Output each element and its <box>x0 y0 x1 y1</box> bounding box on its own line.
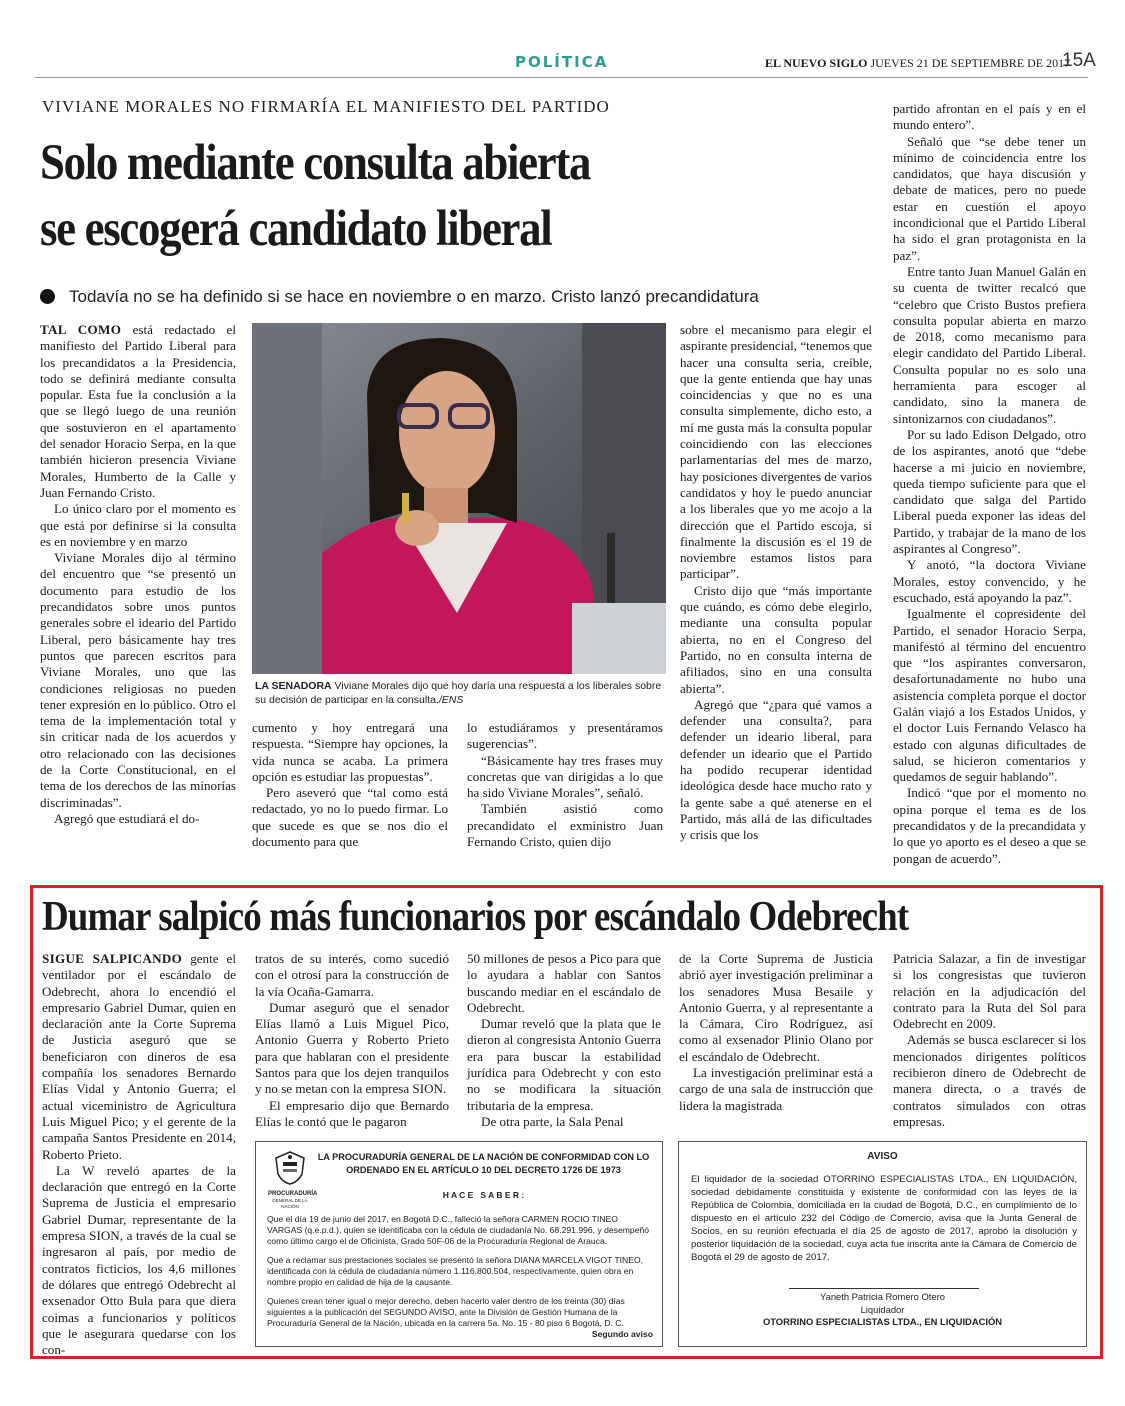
story1-column-4 <box>680 322 872 844</box>
signer-name: Yaneth Patricia Romero Otero <box>820 1291 945 1302</box>
page-number: 15A <box>1062 50 1096 71</box>
story2-lead-in: SIGUE SALPICANDO <box>42 951 183 966</box>
paragraph: “Básicamente hay tres frases muy concretas que van dirigidas a lo que ha sido Viviane Morales”, señaló. <box>467 752 663 801</box>
paragraph: Agregó que estudiará el do- <box>54 810 200 826</box>
logo-text: PROCURADURÍA <box>268 1191 318 1197</box>
paragraph: Igualmente el copresidente del Partido, el senador Horacio Serpa, manifestó al término del encuentro que “los aspirantes conversaron, desafortunadamente no hubo una asistencia completa porque el doctor Galán viajó a los Estados Unidos, y el doctor Luis Fernando Velasco ha estado con algunas dificultades de salud, se hicieron comentarios y quedamos de seguir hablando”. <box>893 606 1086 785</box>
notice-tag: Segundo aviso <box>591 1329 653 1339</box>
paragraph: 50 millones de pesos a Pico para que lo ayudara a hablar con Santos buscando mediar en el escándalo de Odebrecht. <box>467 951 661 1015</box>
story2-headline: Dumar salpicó más funcionarios por escándalo Odebrecht <box>42 894 909 940</box>
paragraph: Agregó que “¿para qué vamos a defender una consulta?, para defender un ideario liberal, para defender un ideario que el Partido ha podido recuperar identidad ideológica desde hace mucho rato y la gente sabe a qué atenerse en el Partido, más allá de las dificultades y crisis que los <box>680 696 872 843</box>
procuraduria-logo <box>268 1150 318 1210</box>
paragraph: Indicó “que por el momento no opina porque el tema es de los precandidatos y de la precandidata y lo que yo aporto es el deseo a que se pongan de acuerdo”. <box>893 785 1086 866</box>
story1-deck <box>40 287 860 307</box>
signer-company: OTORRINO ESPECIALISTAS LTDA., EN LIQUIDACIÓN <box>762 1316 1003 1327</box>
paragraph: El empresario dijo que Bernardo Elías le contó que le pagaron <box>255 1097 449 1129</box>
paragraph: Dumar reveló que la plata que le dieron al congresista Antonio Guerra era para buscar la estabilidad jurídica para Odebrecht y con esto no se modificara la situación tributaria de la empresa. <box>467 1016 661 1113</box>
paragraph: Cristo dijo que “más importante que cuándo, es cómo debe elegirlo, mediante una consulta popular abierta, no en el Congreso del Partido, no en consulta interna de afiliados, sino en una consulta abierta”. <box>680 582 872 696</box>
story1-column-3 <box>467 720 663 850</box>
story2-column-3 <box>467 951 661 1130</box>
aviso-title: AVISO <box>867 1151 898 1162</box>
paragraph: La investigación preliminar está a cargo de una sala de instrucción que lidera la magistrada <box>679 1065 873 1113</box>
section-label: POLÍTICA <box>515 53 609 71</box>
story2-column-4 <box>679 951 873 1114</box>
issue-date: JUEVES 21 DE SEPTIEMBRE DE 2017 <box>870 56 1071 70</box>
story1-column-1 <box>40 322 236 827</box>
paragraph: cumento y hoy entregará una respuesta. “Siempre hay opciones, la vida nunca se acaba. La primera opción es estudiar las propuestas”. <box>252 720 448 784</box>
paragraph: Pero aseveró que “tal como está redactado, yo no lo puedo firmar. Lo que sucede es que se nos dio el documento para que <box>252 785 448 850</box>
photo-illustration <box>252 323 666 674</box>
masthead <box>765 56 1070 71</box>
paragraph: De otra parte, la Sala Penal <box>481 1113 624 1129</box>
paragraph: Lo único claro por el momento es que está por definirse si la consulta es en noviembre y en marzo <box>40 501 236 549</box>
notice-paragraph <box>267 1296 653 1339</box>
signature-line <box>789 1288 979 1289</box>
header-rule <box>35 77 1088 78</box>
paragraph: sobre el mecanismo para elegir el aspirante presidencial, “tenemos que hacer una consulta seria, creíble, que la gente entienda que hay unas coincidencias y que no es una consulta simplemente, dicho esto, a mí me gusta más la consulta popular coincidiendo con las elecciones parlamentarias del mes de marzo, hay posiciones divergentes de varios candidatos y hoy le puedo anunciar a los liberales que yo me acojo a la dirección que el Partido escoja, si finalmente la discusión es el 19 de noviembre estamos listos para participar”. <box>680 322 872 582</box>
hace-saber: H A C E S A B E R : <box>442 1190 525 1200</box>
paragraph: Entre tanto Juan Manuel Galán en su cuenta de twitter recalcó que “celebro que Cristo Bustos prefiera consulta popular abierta en marzo de 2018, como mecanismo para elegir candidato del Partido Liberal. Consulta popular no es solo una herramienta para escoger al candidato, sino la manera de sintonizarnos con ciudadanos”. <box>893 263 1086 426</box>
photo-caption <box>255 680 665 707</box>
notice-title-line1: LA PROCURADURÍA GENERAL DE LA NACIÓN DE CONFORMIDAD CON LO <box>317 1152 650 1162</box>
senator-photo <box>252 323 666 674</box>
notice-paragraph-text: Quienes crean tener igual o mejor derecho, deben hacerlo valer dentro de los treinta (30) días siguientes a la publicación del SEGUNDO AVISO, ante la División de Gestión Humana de la Procuraduría General de la Nación, ubicada en la carrera 5a. No. 15 - 80 piso 6 Bogotá, D. C. <box>267 1296 625 1328</box>
paragraph: Viviane Morales dijo al término del encuentro que “se presentó un documento para estudio de los precandidatos sobre unos puntos generales sobre el ideario del Partido Liberal, pero básicamente hay tres puntos que parecen escritos para Viviane Morales, uno que las condiciones religiosas no pueden tener expresión en lo público. Otro el tema de la implementación total y sin criticar nada de los acuerdos y otro relacionado con las decisiones de la Corte Constitucional, en el tema de los derechos de las minorías discriminadas”. <box>40 550 236 810</box>
story1-deck-text: Todavía no se ha definido si se hace en noviembre o en marzo. Cristo lanzó precandidatura <box>69 287 759 306</box>
paragraph: También asistió como precandidato el exministro Juan Fernando Cristo, quien dijo <box>467 801 663 850</box>
signer-role: Liquidador <box>860 1303 905 1315</box>
notice-paragraph: Que a reclamar sus prestaciones sociales se presentó la señora DIANA MARCELA VIGOT TINEO, identificada con la cédula de ciudadanía número 1.116.800.504, respectivamente, quien obra en nombre propio en calidad de hija de la causante. <box>267 1255 644 1287</box>
paragraph: Señaló que “se debe tener un mínimo de coincidencia entre los candidatos, que haya discusión y debate de matices, pero no puede estar en cuestión el apoyo incondicional que el Partido Liberal ha sido el gran protagonista en la paz”. <box>893 133 1086 263</box>
story2-column-1 <box>42 951 236 1358</box>
story1-lead-in: TAL COMO <box>40 322 122 337</box>
paragraph <box>40 322 236 501</box>
paragraph: lo estudiáramos y presentáramos sugerencias”. <box>467 720 663 752</box>
story1-kicker: VIVIANE MORALES NO FIRMARÍA EL MANIFIESTO DEL PARTIDO <box>42 97 610 116</box>
liquidation-notice <box>678 1141 1087 1347</box>
story1-column-2 <box>252 720 448 850</box>
paragraph: partido afrontan en el país y en el mundo entero”. <box>893 101 1086 133</box>
paragraph: Y anotó, “la doctora Viviane Morales, estoy convencido, y he escuchado, está apoyando la paz”. <box>893 557 1086 605</box>
story1-column-5 <box>893 101 1086 867</box>
paragraph: Patricia Salazar, a fin de investigar si los congresistas que tuvieron relación en la adjudicación del contrato para la Ruta del Sol para Odebrecht en 2009. <box>893 951 1086 1032</box>
paragraph: de la Corte Suprema de Justicia abrió ayer investigación preliminar a los senadores Musa Besaile y Antonio Guerra, y al representante a la Cámara, Ciro Rodríguez, así como al exsenador Plinio Olano por el escándalo de Odebrecht. <box>679 951 873 1064</box>
paragraph: Por su lado Edison Delgado, otro de los aspirantes, anotó que “debe hacerse a mi juicio en noviembre, queda tiempo suficiente para que el candidato que salga del Partido Liberal pueda exponer las ideas del Partido, y trabajar de la mano de los aspirantes al Congreso”. <box>893 426 1086 557</box>
paragraph <box>42 951 236 1163</box>
paragraph-text: gente el ventilador por el escándalo de Odebrecht, ahora lo encendió el empresario Gabriel Dumar, quien en declaración ante la Corte Suprema de Justicia aseguró que se beneficiaron con dineros de esa compañía los senadores Bernardo Elías Vidal y Antonio Guerra; el actual viceministro de Agricultura Luis Miguel Pico; y el gerente de la campaña Santos Presidente en 2014, Roberto Prieto. <box>42 951 237 1162</box>
paragraph-text: está redactado el manifiesto del Partido Liberal para los precandidatos a la Presidencia, todo se definirá mediante consulta popular. Esta fue la conclusión a la que se llegó luego de una reunión que sostuvieron en el apartamento del senador Horacio Serpa, en la que también hicieron presencia Viviane Morales, Humberto de la Calle y Juan Fernando Cristo. <box>40 322 236 500</box>
story1-headline-line2: se escogerá candidato liberal <box>40 201 552 257</box>
caption-label: LA SENADORA <box>255 680 332 692</box>
paragraph: tratos de su interés, como sucedió con el otrosí para la construcción de la vía Ocaña-Gamarra. <box>255 951 449 999</box>
notice-body <box>267 1214 653 1340</box>
signature-block <box>679 1291 1086 1329</box>
bullet-icon <box>40 289 55 304</box>
procuraduria-notice <box>255 1141 663 1347</box>
story1-headline-line1: Solo mediante consulta abierta <box>40 135 591 191</box>
coat-of-arms-icon <box>272 1150 308 1186</box>
paragraph: Dumar aseguró que el senador Elías llamó a Luis Miguel Pico, Antonio Guerra y Roberto Prieto para que hablaran con el presidente Santos para que los dejen tranquilos y no se metan con la empresa SION. <box>255 999 449 1097</box>
caption-credit: /ENS <box>438 693 464 706</box>
notice-paragraph: Que el día 19 de junio del 2017, en Bogotá D.C., falleció la señora CARMEN ROCIO TINEO VARGAS (q.e.p.d.), quien se identificaba con la cédula de ciudadanía No. 68.291.996, y desempeñó como último cargo el de Oficinista, Grado 50F-06 de la Procuraduría Regional de Arauca. <box>267 1214 650 1246</box>
story2-column-5 <box>893 951 1086 1130</box>
logo-subtext: GENERAL DE LA NACIÓN <box>272 1198 308 1209</box>
story2-column-2 <box>255 951 449 1130</box>
paragraph: Además se busca esclarecer si los mencionados dirigentes políticos recibieron dinero de Odebrecht de manera directa, o a través de contratos simulados con otras empresas. <box>893 1032 1086 1129</box>
notice-title-line2: ORDENADO EN EL ARTÍCULO 10 DEL DECRETO 1726 DE 1973 <box>346 1165 621 1175</box>
story1-headline <box>40 130 709 262</box>
notice-title <box>311 1151 656 1177</box>
caption-text: Viviane Morales dijo que hoy daría una respuesta a los liberales sobre su decisión de participar en la consulta. <box>255 680 662 706</box>
aviso-body: El liquidador de la sociedad OTORRINO ESPECIALISTAS LTDA., EN LIQUIDACIÓN, sociedad debidamente constituida y existente de conformidad con las leyes de la República de Colombia, domiciliada en la ciudad de Bogotá, D.C., en cumplimiento de lo dispuesto en el artículo 232 del Código de Comercio, avisa que la Junta General de Socios, en su reunión efectuada el día 25 de agosto de 2017, aprobó la disolución y posterior liquidación de la sociedad, cuya acta fue inscrita ante la Cámara de Comercio de Bogotá el 29 de agosto de 2017. <box>691 1174 1077 1263</box>
paragraph: La W reveló apartes de la declaración que entregó en la Corte Suprema de Justicia el empresario Gabriel Dumar, representante de la empresa SION, a través de la cual se ingresaron al país, por medio de contratos ficticios, los 4,6 millones de dólares que entregó Odebrecht al exsenador Otto Bula para que diera coimas a funcionarios y políticos que le asegurara quedarse con los con- <box>42 1162 236 1358</box>
newspaper-name: EL NUEVO SIGLO <box>765 56 868 70</box>
